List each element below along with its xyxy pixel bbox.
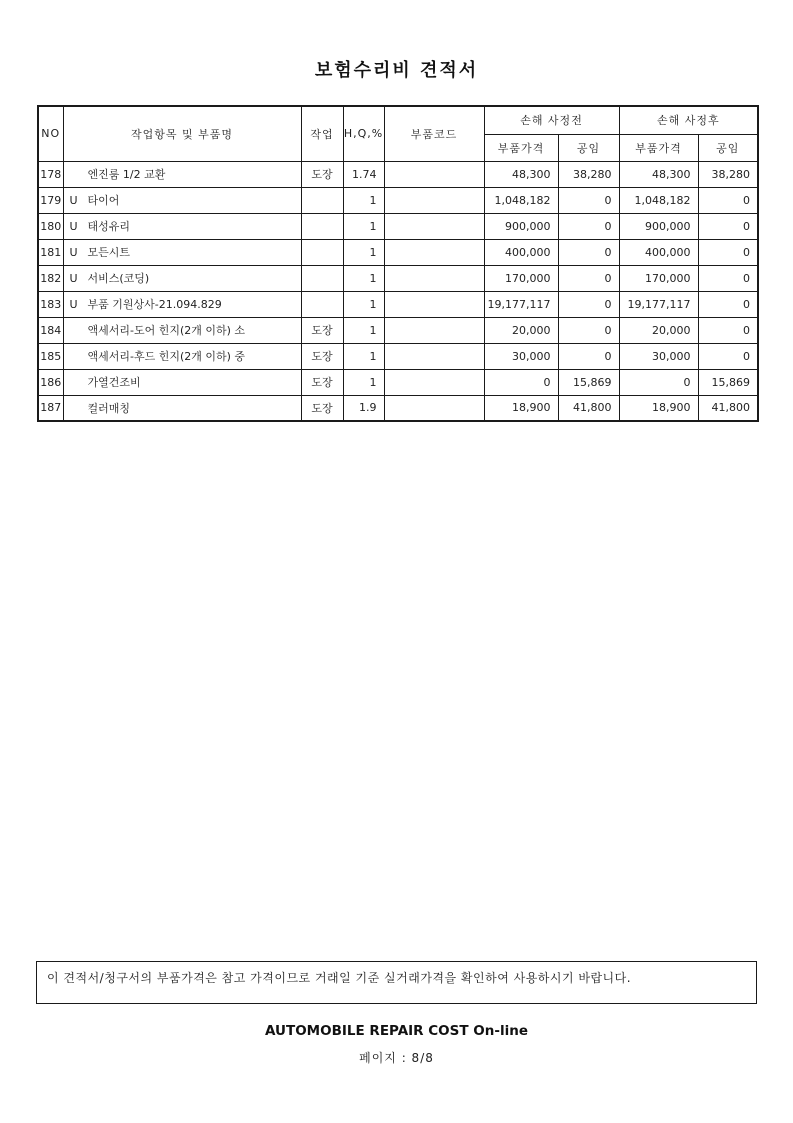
estimate-table <box>37 105 759 422</box>
table-row <box>38 265 758 291</box>
row-hq: 1 <box>343 343 384 369</box>
item-name-text: 부품 기원상사-21.094.829 <box>87 298 222 311</box>
header-item: 작업항목 및 부품명 <box>63 106 301 161</box>
row-part-code <box>384 291 484 317</box>
table-row <box>38 213 758 239</box>
row-item-name <box>63 343 301 369</box>
row-before-labor: 0 <box>558 239 619 265</box>
row-item-name <box>63 187 301 213</box>
row-item-name <box>63 213 301 239</box>
notice-text: 이 견적서/청구서의 부품가격은 참고 가격이므로 거래일 기준 실거래가격을 확인하여 사용하시기 바랍니다. <box>47 971 632 985</box>
row-part-code <box>384 395 484 421</box>
row-after-part-price: 20,000 <box>619 317 698 343</box>
row-after-labor: 0 <box>698 291 758 317</box>
header-after-part-price: 부품가격 <box>619 134 698 161</box>
row-after-labor: 38,280 <box>698 161 758 187</box>
row-after-part-price: 400,000 <box>619 239 698 265</box>
u-marker: U <box>69 272 78 285</box>
row-after-labor: 0 <box>698 213 758 239</box>
row-before-part-price: 400,000 <box>484 239 558 265</box>
table-row <box>38 187 758 213</box>
row-after-labor: 0 <box>698 239 758 265</box>
row-no: 181 <box>38 239 63 265</box>
row-item-name <box>63 317 301 343</box>
row-item-name <box>63 395 301 421</box>
row-before-labor: 0 <box>558 343 619 369</box>
row-hq: 1 <box>343 239 384 265</box>
row-before-part-price: 0 <box>484 369 558 395</box>
row-part-code <box>384 187 484 213</box>
row-work <box>301 213 343 239</box>
header-hq: H,Q,% <box>343 106 384 161</box>
row-part-code <box>384 265 484 291</box>
row-before-labor: 41,800 <box>558 395 619 421</box>
header-before-part-price: 부품가격 <box>484 134 558 161</box>
row-before-labor: 0 <box>558 213 619 239</box>
row-item-name <box>63 161 301 187</box>
row-after-labor: 0 <box>698 317 758 343</box>
row-work: 도장 <box>301 395 343 421</box>
row-before-part-price: 19,177,117 <box>484 291 558 317</box>
table-row <box>38 239 758 265</box>
notice-box <box>36 961 757 1004</box>
item-name-text: 모든시트 <box>87 246 131 259</box>
row-no: 180 <box>38 213 63 239</box>
row-hq: 1 <box>343 265 384 291</box>
item-name-text: 엔진룸 1/2 교환 <box>87 168 166 181</box>
row-work <box>301 187 343 213</box>
row-after-part-price: 0 <box>619 369 698 395</box>
row-after-part-price: 1,048,182 <box>619 187 698 213</box>
table-row <box>38 343 758 369</box>
table-row <box>38 317 758 343</box>
header-after-labor: 공임 <box>698 134 758 161</box>
table-row <box>38 161 758 187</box>
header-part-code: 부품코드 <box>384 106 484 161</box>
row-part-code <box>384 161 484 187</box>
item-name-text: 컬러매칭 <box>87 401 131 415</box>
u-marker: U <box>69 246 78 259</box>
row-item-name <box>63 291 301 317</box>
header-after-group: 손해 사정후 <box>619 106 758 134</box>
table-header <box>38 106 758 161</box>
row-after-labor: 15,869 <box>698 369 758 395</box>
row-no: 183 <box>38 291 63 317</box>
row-after-labor: 0 <box>698 343 758 369</box>
row-no: 178 <box>38 161 63 187</box>
u-marker: U <box>69 298 78 311</box>
row-part-code <box>384 343 484 369</box>
row-before-part-price: 170,000 <box>484 265 558 291</box>
row-part-code <box>384 213 484 239</box>
row-before-labor: 38,280 <box>558 161 619 187</box>
header-no: NO <box>38 106 63 161</box>
header-before-labor: 공임 <box>558 134 619 161</box>
item-name-text: 액세서리-도어 힌지(2개 이하) 소 <box>87 324 246 337</box>
item-name-text: 가열건조비 <box>87 376 141 389</box>
row-no: 185 <box>38 343 63 369</box>
row-item-name <box>63 369 301 395</box>
row-hq: 1 <box>343 291 384 317</box>
row-no: 187 <box>38 395 63 421</box>
row-item-name <box>63 239 301 265</box>
table-row <box>38 369 758 395</box>
row-after-part-price: 18,900 <box>619 395 698 421</box>
header-before-group: 손해 사정전 <box>484 106 619 134</box>
row-after-part-price: 30,000 <box>619 343 698 369</box>
row-before-part-price: 1,048,182 <box>484 187 558 213</box>
table-row <box>38 395 758 421</box>
row-before-part-price: 48,300 <box>484 161 558 187</box>
row-before-labor: 15,869 <box>558 369 619 395</box>
row-no: 184 <box>38 317 63 343</box>
row-work <box>301 291 343 317</box>
u-marker: U <box>69 194 78 207</box>
table-row <box>38 291 758 317</box>
row-before-part-price: 900,000 <box>484 213 558 239</box>
row-after-part-price: 19,177,117 <box>619 291 698 317</box>
row-before-part-price: 30,000 <box>484 343 558 369</box>
row-hq: 1 <box>343 369 384 395</box>
row-before-labor: 0 <box>558 265 619 291</box>
row-before-part-price: 20,000 <box>484 317 558 343</box>
row-before-part-price: 18,900 <box>484 395 558 421</box>
row-work: 도장 <box>301 369 343 395</box>
row-hq: 1.74 <box>343 161 384 187</box>
item-name-text: 타이어 <box>87 194 120 207</box>
table-body <box>38 161 758 421</box>
row-part-code <box>384 369 484 395</box>
row-after-labor: 41,800 <box>698 395 758 421</box>
row-after-labor: 0 <box>698 187 758 213</box>
row-before-labor: 0 <box>558 187 619 213</box>
item-name-text: 서비스(코딩) <box>87 272 150 285</box>
row-no: 186 <box>38 369 63 395</box>
row-part-code <box>384 317 484 343</box>
row-after-part-price: 170,000 <box>619 265 698 291</box>
row-before-labor: 0 <box>558 291 619 317</box>
row-after-labor: 0 <box>698 265 758 291</box>
row-hq: 1 <box>343 213 384 239</box>
row-work: 도장 <box>301 343 343 369</box>
footer-brand: AUTOMOBILE REPAIR COST On-line <box>265 1023 528 1039</box>
header-work: 작업 <box>301 106 343 161</box>
row-hq: 1 <box>343 317 384 343</box>
item-name-text: 태성유리 <box>87 220 131 233</box>
row-after-part-price: 900,000 <box>619 213 698 239</box>
row-hq: 1 <box>343 187 384 213</box>
row-before-labor: 0 <box>558 317 619 343</box>
row-work: 도장 <box>301 161 343 187</box>
row-work <box>301 239 343 265</box>
row-part-code <box>384 239 484 265</box>
row-no: 179 <box>38 187 63 213</box>
row-no: 182 <box>38 265 63 291</box>
row-work: 도장 <box>301 317 343 343</box>
row-work <box>301 265 343 291</box>
footer-page-number: 페이지 : 8/8 <box>359 1051 434 1065</box>
row-item-name <box>63 265 301 291</box>
row-after-part-price: 48,300 <box>619 161 698 187</box>
u-marker: U <box>69 220 78 233</box>
row-hq: 1.9 <box>343 395 384 421</box>
page-title: 보험수리비 견적서 <box>314 60 479 81</box>
item-name-text: 액세서리-후드 힌지(2개 이하) 중 <box>87 350 246 363</box>
